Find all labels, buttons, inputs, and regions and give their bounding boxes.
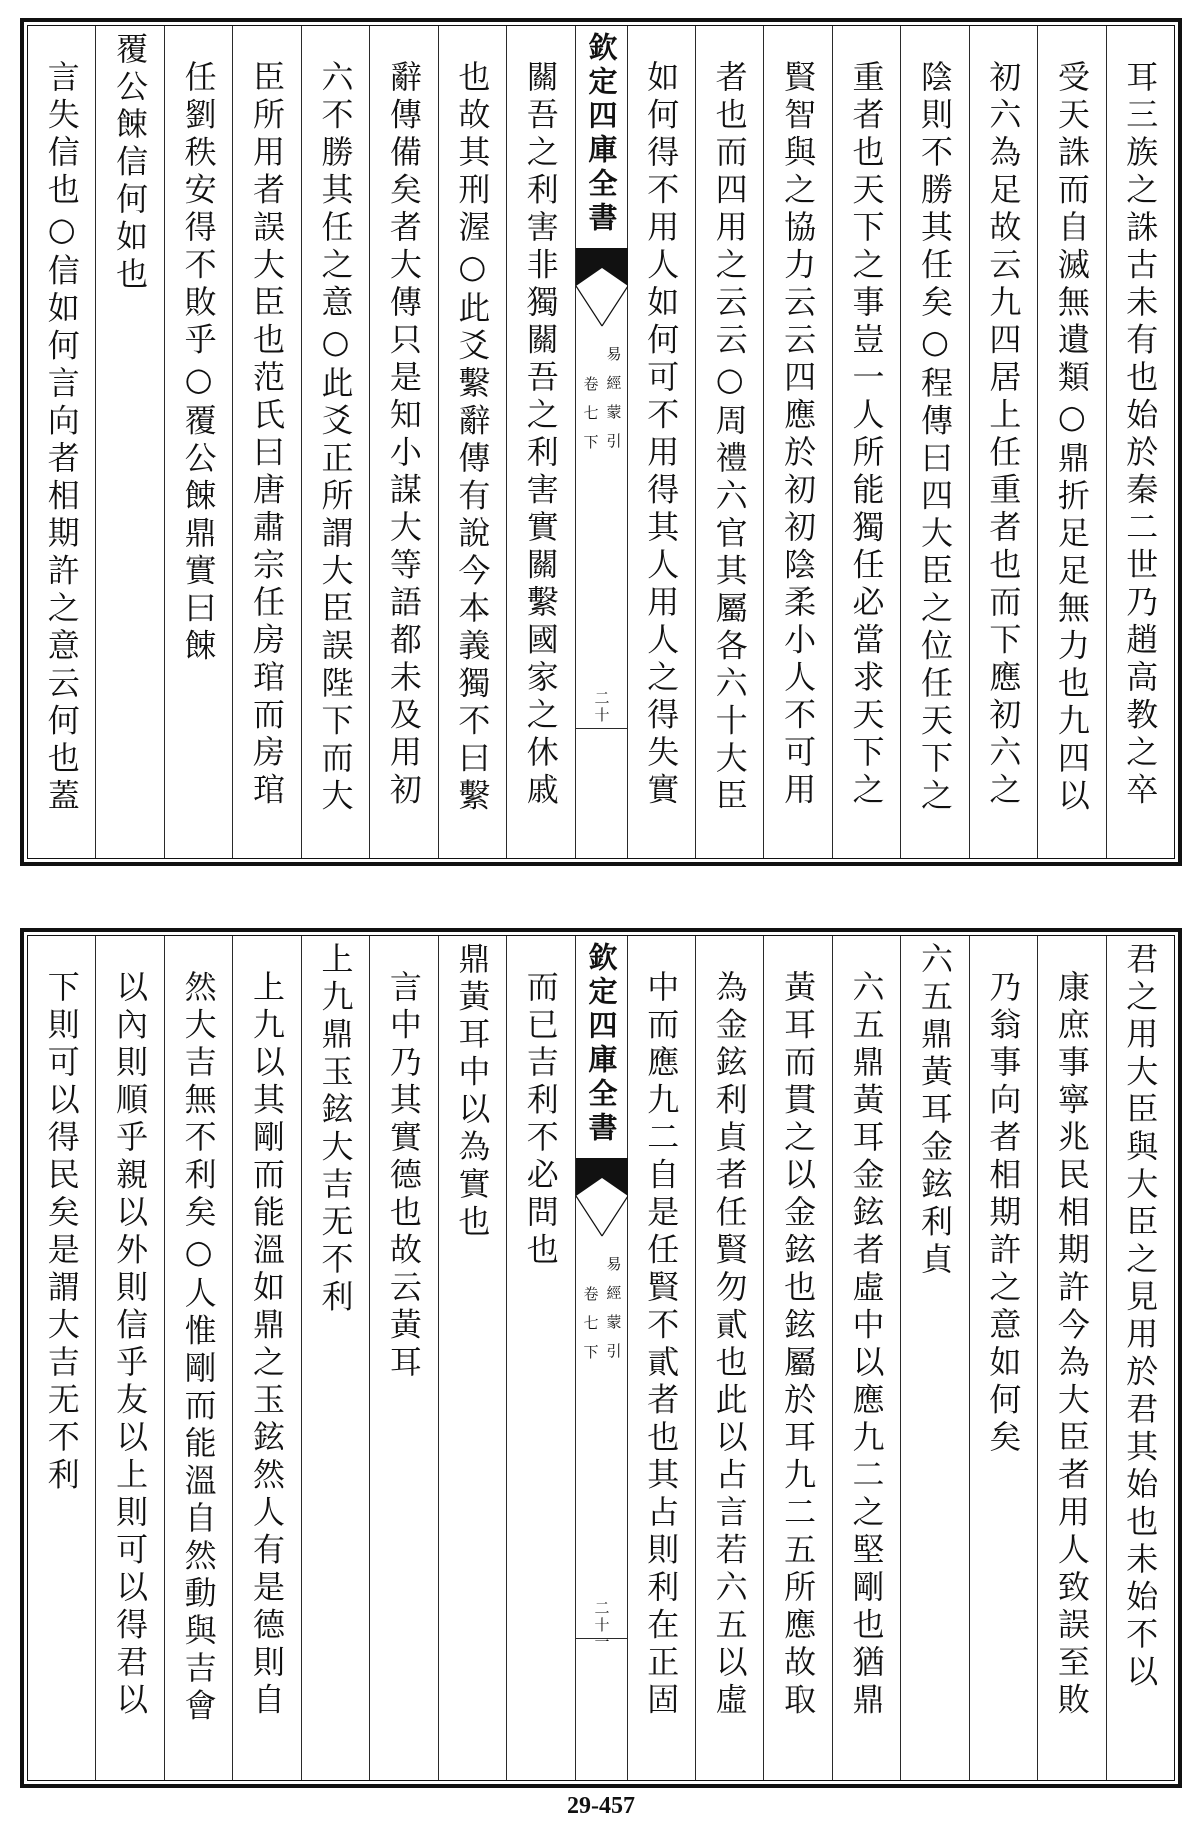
column-text: 賢智與之協力云云四應於初初陰柔小人不可用 (779, 60, 818, 810)
column-text: 而已吉利不必問也 (521, 970, 560, 1270)
center-book-name: 易經蒙引 (604, 1256, 623, 1372)
page-panel-top (20, 18, 1182, 866)
classic-text-column (301, 936, 369, 1780)
column-text: 者也而四用之云云○周禮六官其屬各六十大臣 (710, 60, 749, 816)
text-column (369, 936, 437, 1780)
center-book-name: 易經蒙引 (604, 346, 623, 462)
text-column (832, 936, 900, 1780)
column-text: 乃翁事向者相期許之意如何矣 (984, 970, 1023, 1458)
column-text: 中而應九二自是任賢不貳者也其占則利在正固 (642, 970, 681, 1720)
column-text: 言失信也○信如何言向者相期許之意云何也蓋 (42, 60, 81, 816)
column-text: 上九以其剛而能溫如鼎之玉鉉然人有是德則自 (248, 970, 287, 1720)
column-text: 然大吉無不利矣○人惟剛而能溫自然動與吉會 (179, 970, 218, 1726)
column-text: 為金鉉利貞者任賢勿貳也此以占言若六五以虛 (710, 970, 749, 1720)
text-column (164, 26, 232, 858)
text-column (900, 26, 968, 858)
column-text: 關吾之利害非獨關吾之利害實關繫國家之休戚 (521, 60, 560, 810)
classic-text-column (95, 26, 163, 858)
center-page-number: 二十 (592, 690, 611, 724)
center-page-number: 二十一 (592, 1600, 611, 1651)
column-text: 黃耳而貫之以金鉉也鉉屬於耳九二五所應故取 (779, 970, 818, 1720)
column-text: 任劉秩安得不敗乎○覆公餗鼎實曰餗 (179, 60, 218, 666)
text-column (763, 26, 831, 858)
text-column (506, 936, 574, 1780)
center-fold-column (575, 936, 627, 1780)
text-column (232, 26, 300, 858)
column-text: 六五鼎黃耳金鉉利貞 (915, 942, 954, 1280)
column-text: 鼎黃耳中以為實也 (453, 942, 492, 1242)
text-column (627, 936, 695, 1780)
footer-page-number: 29-457 (567, 1793, 635, 1819)
page-frame (27, 25, 1175, 859)
text-column (695, 936, 763, 1780)
text-column (627, 26, 695, 858)
text-column (969, 26, 1037, 858)
text-column (438, 26, 506, 858)
fishtail-mark (576, 248, 628, 330)
center-title: 欽定四庫全書 (584, 942, 619, 1146)
column-text: 重者也天下之事豈一人所能獨任必當求天下之 (847, 60, 886, 810)
text-column (506, 26, 574, 858)
text-column (28, 936, 95, 1780)
column-text: 覆公餗信何如也 (111, 32, 150, 295)
column-grid (28, 936, 1174, 1780)
center-rule (576, 728, 627, 729)
text-column (969, 936, 1037, 1780)
text-column (1106, 936, 1174, 1780)
classic-text-column (900, 936, 968, 1780)
page-panel-bottom (20, 928, 1182, 1788)
column-text: 受天誅而自滅無遺類○鼎折足足無力也九四以 (1052, 60, 1091, 816)
text-column (763, 936, 831, 1780)
column-text: 辭傳備矣者大傳只是知小謀大等語都未及用初 (384, 60, 423, 810)
column-text: 如何得不用人如何可不用得其人用人之得失實 (642, 60, 681, 810)
text-column (695, 26, 763, 858)
column-text: 上九鼎玉鉉大吉无不利 (316, 942, 355, 1317)
column-grid (28, 26, 1174, 858)
text-column (232, 936, 300, 1780)
center-volume: 卷七下 (581, 1286, 600, 1373)
column-text: 以內則順乎親以外則信乎友以上則可以得君以 (111, 970, 150, 1720)
text-column (1037, 936, 1105, 1780)
fishtail-mark (576, 1158, 628, 1240)
text-column (1037, 26, 1105, 858)
column-text: 下則可以得民矣是謂大吉无不利 (42, 970, 81, 1495)
column-text: 康庶事寧兆民相期許今為大臣者用人致誤至敗 (1052, 970, 1091, 1720)
column-text: 也故其刑渥○此爻繫辭傳有說今本義獨不曰繫 (453, 60, 492, 816)
center-title: 欽定四庫全書 (584, 32, 619, 236)
classic-text-column (438, 936, 506, 1780)
page-frame (27, 935, 1175, 1781)
center-rule (576, 1638, 627, 1639)
column-text: 臣所用者誤大臣也范氏曰唐肅宗任房琯而房琯 (248, 60, 287, 810)
text-column (95, 936, 163, 1780)
text-column (28, 26, 95, 858)
text-column (369, 26, 437, 858)
column-text: 初六為足故云九四居上任重者也而下應初六之 (984, 60, 1023, 810)
text-column (832, 26, 900, 858)
column-text: 言中乃其實德也故云黃耳 (384, 970, 423, 1383)
column-text: 六五鼎黃耳金鉉者虛中以應九二之堅剛也猶鼎 (847, 970, 886, 1720)
column-text: 六不勝其任之意○此爻正所謂大臣誤陛下而大 (316, 60, 355, 816)
column-text: 君之用大臣與大臣之見用於君其始也未始不以 (1121, 942, 1160, 1692)
text-column (164, 936, 232, 1780)
center-fold-column (575, 26, 627, 858)
text-column (301, 26, 369, 858)
center-volume: 卷七下 (581, 376, 600, 463)
text-column (1106, 26, 1174, 858)
column-text: 陰則不勝其任矣○程傳曰四大臣之位任天下之 (915, 60, 954, 816)
column-text: 耳三族之誅古未有也始於秦二世乃趙高教之卒 (1121, 60, 1160, 810)
